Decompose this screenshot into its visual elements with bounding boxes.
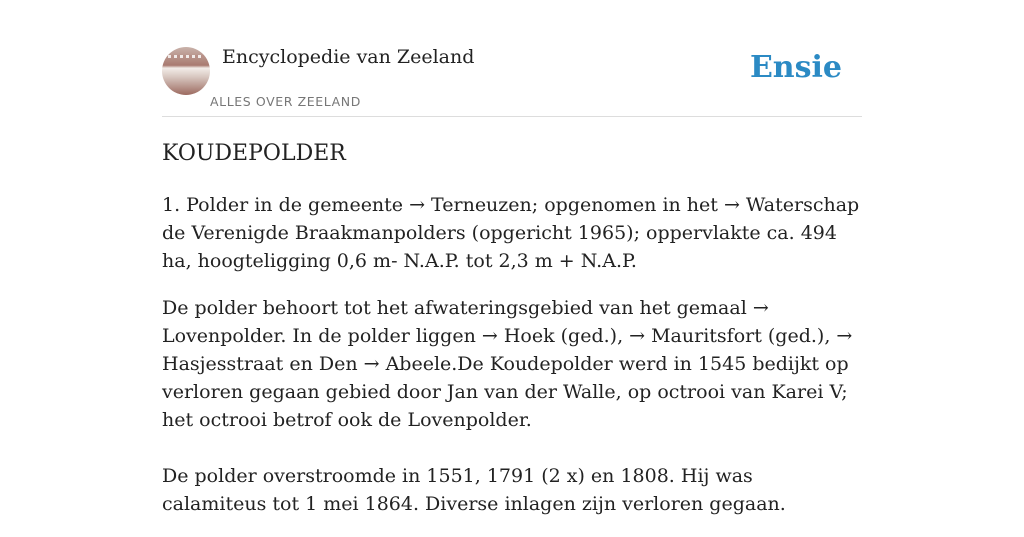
entry-paragraph-2: De polder behoort tot het afwateringsgebied van het gemaal → Lovenpolder. In de polder liggen → Hoek (ged.), → Mauritsfort (ged.), → Hasjesstraat en Den → Abeele.De Koudepolder werd in 1545 bedijkt op verloren gegaan gebied door Jan van der Walle, op octrooi van Karei V; het octrooi betrof ook de Lovenpolder.: [162, 297, 853, 431]
site-tagline: ALLES OVER ZEELAND: [210, 94, 361, 109]
page: [162, 0, 862, 515]
entry-content: [162, 191, 862, 537]
site-avatar[interactable]: [162, 47, 210, 95]
entry-paragraph-3: De polder overstroomde in 1551, 1791 (2 x) en 1808. Hij was calamiteus tot 1 mei 1864. Diverse inlagen zijn verloren gegaan.: [162, 465, 786, 515]
ensie-logo-link[interactable]: Ensie: [749, 50, 842, 85]
entry-paragraph-1: 1. Polder in de gemeente → Terneuzen; opgenomen in het → Waterschap de Verenigde Braakmanpolders (opgericht 1965); oppervlakte ca. 494 ha, hoogteligging 0,6 m- N.A.P. tot 2,3 m + N.A.P.: [162, 194, 860, 272]
entry-title: KOUDEPOLDER: [162, 141, 346, 166]
site-header: [162, 0, 862, 117]
site-title[interactable]: Encyclopedie van Zeeland: [222, 46, 475, 68]
